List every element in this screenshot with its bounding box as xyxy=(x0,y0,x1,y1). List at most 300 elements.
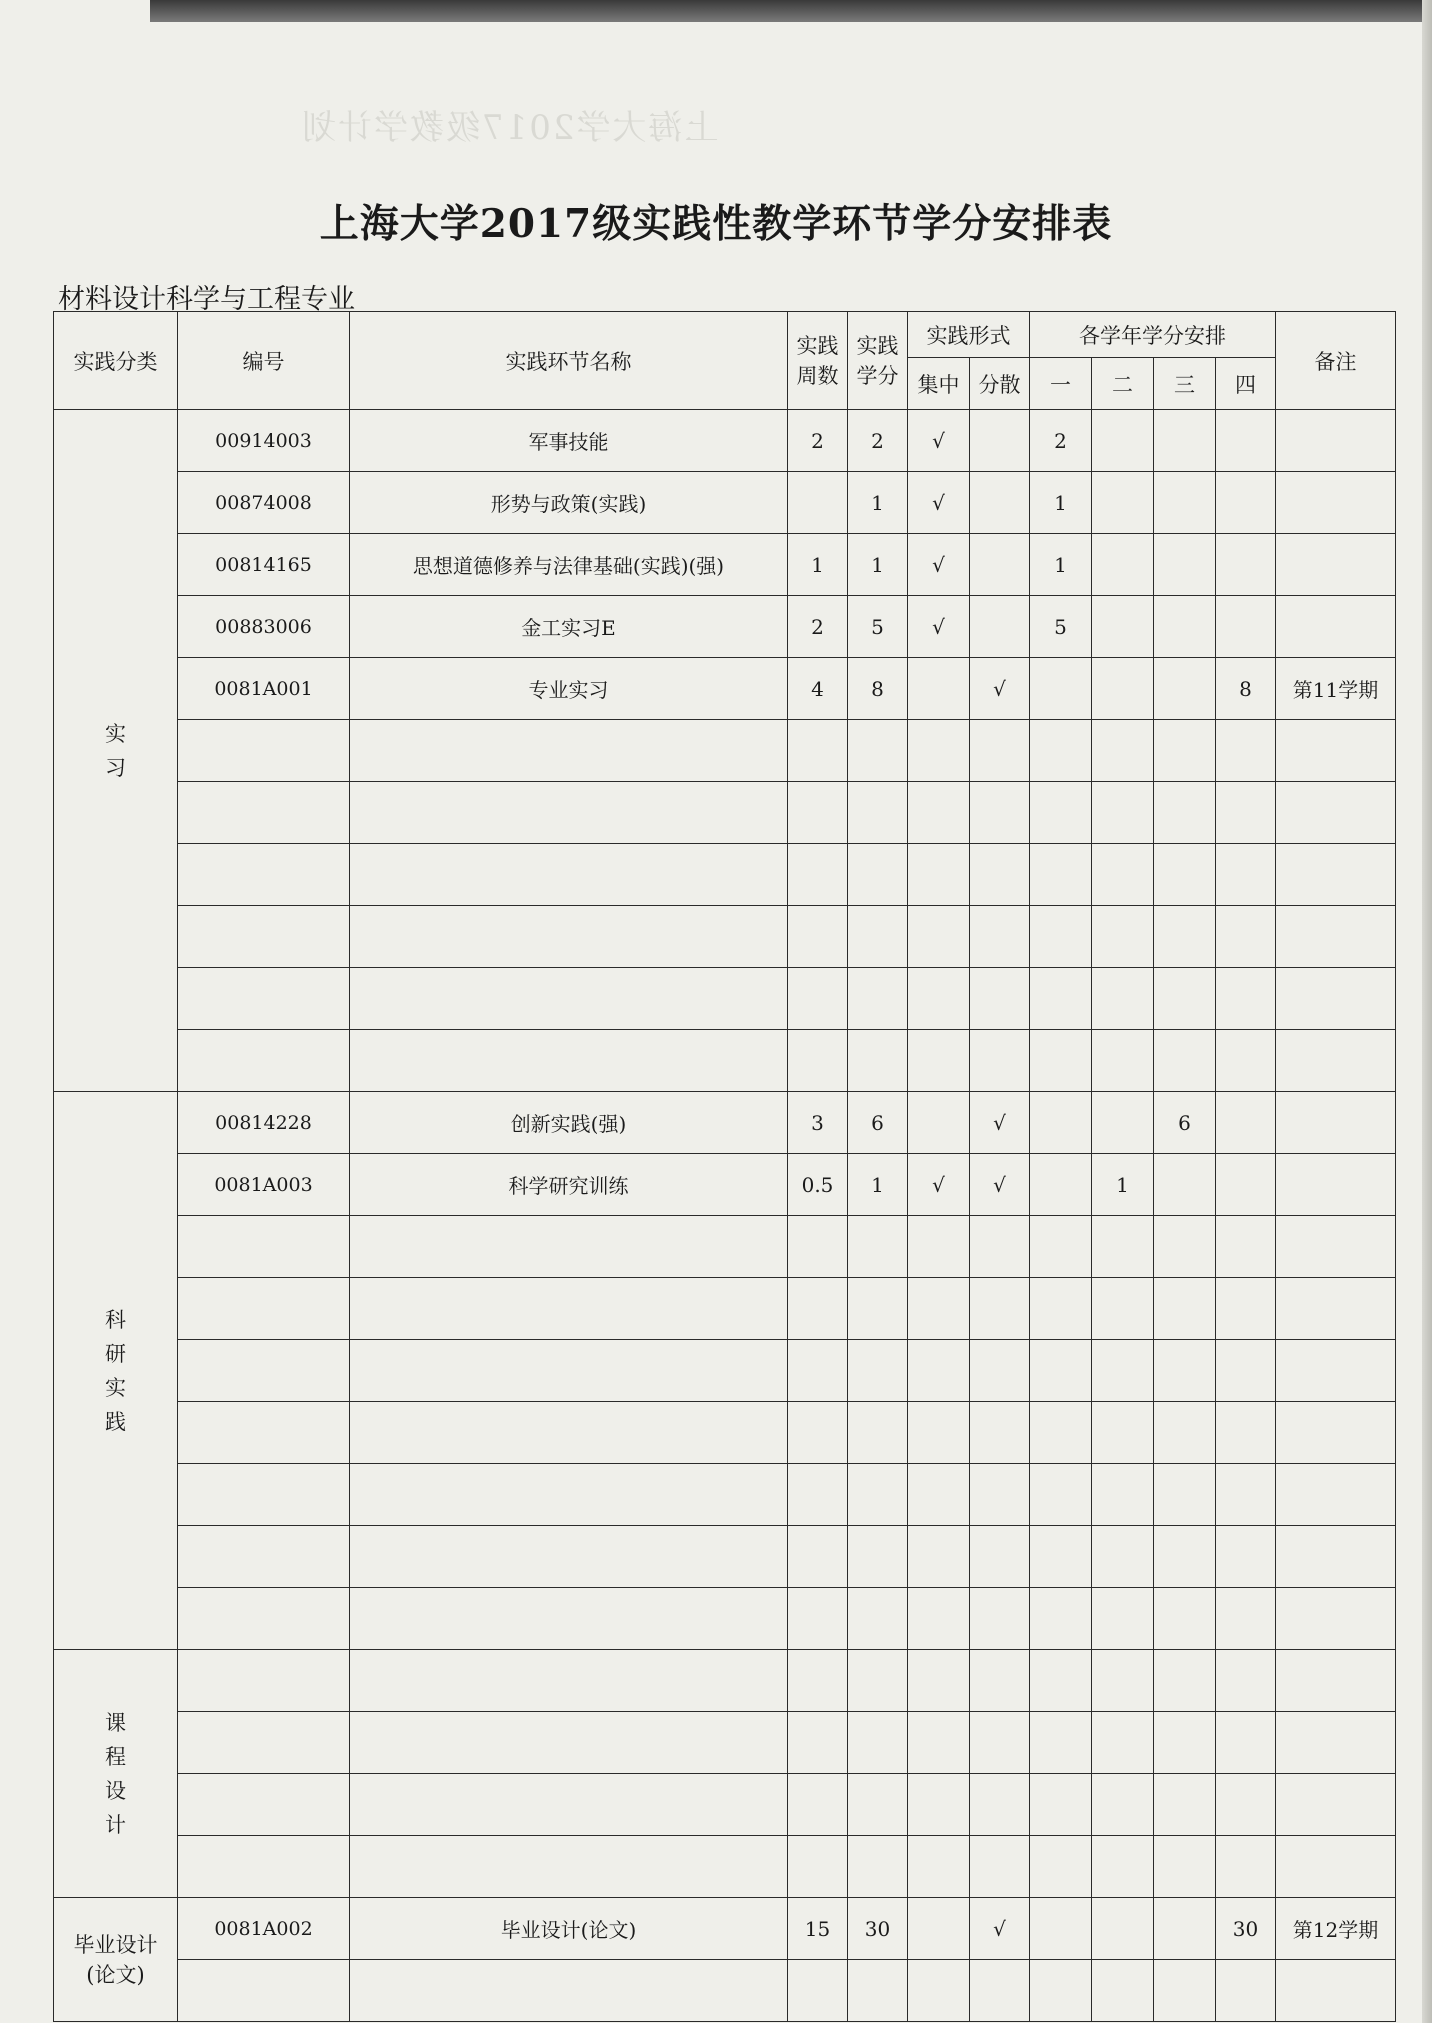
year-2-credits-cell xyxy=(1092,782,1154,844)
header-row-top xyxy=(54,312,1396,358)
code-cell xyxy=(178,1712,350,1774)
year-1-credits-cell xyxy=(1030,1650,1092,1712)
table-row xyxy=(54,410,1396,472)
code-cell xyxy=(178,968,350,1030)
year-2-credits-cell xyxy=(1092,410,1154,472)
remarks-cell xyxy=(1276,1216,1396,1278)
weeks-cell xyxy=(788,1836,848,1898)
credits-cell xyxy=(848,1216,908,1278)
year-3-credits-cell xyxy=(1154,1650,1216,1712)
dispersed-cell xyxy=(970,1216,1030,1278)
name-cell: 金工实习E xyxy=(350,596,788,658)
concentrated-cell xyxy=(908,1340,970,1402)
header-year-2: 二 xyxy=(1092,358,1154,410)
name-cell xyxy=(350,1030,788,1092)
year-1-credits-cell xyxy=(1030,1464,1092,1526)
name-cell xyxy=(350,1216,788,1278)
remarks-cell xyxy=(1276,1278,1396,1340)
table-row xyxy=(54,906,1396,968)
year-4-credits-cell xyxy=(1216,1588,1276,1650)
remarks-cell xyxy=(1276,1402,1396,1464)
name-cell xyxy=(350,1340,788,1402)
header-schedule: 各学年学分安排 xyxy=(1030,312,1276,358)
year-4-credits-cell xyxy=(1216,720,1276,782)
year-3-credits-cell xyxy=(1154,1774,1216,1836)
year-3-credits-cell xyxy=(1154,844,1216,906)
header-category: 实践分类 xyxy=(54,312,178,410)
weeks-cell xyxy=(788,1340,848,1402)
year-3-credits-cell xyxy=(1154,658,1216,720)
dispersed-cell xyxy=(970,1278,1030,1340)
year-4-credits-cell xyxy=(1216,1092,1276,1154)
dispersed-cell: √ xyxy=(970,658,1030,720)
dispersed-cell xyxy=(970,1960,1030,2022)
concentrated-cell xyxy=(908,658,970,720)
year-2-credits-cell xyxy=(1092,906,1154,968)
concentrated-cell xyxy=(908,1898,970,1960)
remarks-cell xyxy=(1276,906,1396,968)
table-row xyxy=(54,1216,1396,1278)
year-3-credits-cell xyxy=(1154,906,1216,968)
credits-cell xyxy=(848,1774,908,1836)
year-2-credits-cell xyxy=(1092,1464,1154,1526)
credits-cell xyxy=(848,1402,908,1464)
year-3-credits-cell xyxy=(1154,1278,1216,1340)
concentrated-cell: √ xyxy=(908,596,970,658)
table-row xyxy=(54,658,1396,720)
credits-cell xyxy=(848,1278,908,1340)
concentrated-cell xyxy=(908,1030,970,1092)
concentrated-cell xyxy=(908,1836,970,1898)
name-cell xyxy=(350,968,788,1030)
year-1-credits-cell xyxy=(1030,1960,1092,2022)
year-4-credits-cell: 8 xyxy=(1216,658,1276,720)
weeks-cell: 3 xyxy=(788,1092,848,1154)
year-2-credits-cell xyxy=(1092,1774,1154,1836)
code-cell xyxy=(178,1402,350,1464)
remarks-cell xyxy=(1276,1650,1396,1712)
remarks-cell xyxy=(1276,1774,1396,1836)
code-cell: 00883006 xyxy=(178,596,350,658)
concentrated-cell: √ xyxy=(908,534,970,596)
year-4-credits-cell xyxy=(1216,782,1276,844)
remarks-cell xyxy=(1276,1588,1396,1650)
year-3-credits-cell xyxy=(1154,1340,1216,1402)
year-1-credits-cell xyxy=(1030,1836,1092,1898)
code-cell: 00874008 xyxy=(178,472,350,534)
table-row xyxy=(54,1588,1396,1650)
year-2-credits-cell xyxy=(1092,720,1154,782)
year-4-credits-cell xyxy=(1216,1650,1276,1712)
category-label: 毕业设计(论文) xyxy=(73,1932,158,1987)
header-form-concentrated: 集中 xyxy=(908,358,970,410)
year-1-credits-cell xyxy=(1030,658,1092,720)
year-2-credits-cell xyxy=(1092,1278,1154,1340)
credits-cell xyxy=(848,1464,908,1526)
code-cell xyxy=(178,1526,350,1588)
year-4-credits-cell xyxy=(1216,472,1276,534)
year-2-credits-cell xyxy=(1092,1526,1154,1588)
year-4-credits-cell xyxy=(1216,1712,1276,1774)
year-2-credits-cell xyxy=(1092,472,1154,534)
year-4-credits-cell xyxy=(1216,906,1276,968)
year-4-credits-cell xyxy=(1216,844,1276,906)
name-cell xyxy=(350,1774,788,1836)
name-cell xyxy=(350,1588,788,1650)
credits-cell: 2 xyxy=(848,410,908,472)
major-subtitle: 材料设计科学与工程专业 xyxy=(58,284,355,315)
dispersed-cell xyxy=(970,1774,1030,1836)
year-1-credits-cell xyxy=(1030,1154,1092,1216)
remarks-cell: 第12学期 xyxy=(1276,1898,1396,1960)
year-4-credits-cell xyxy=(1216,1774,1276,1836)
code-cell: 00814228 xyxy=(178,1092,350,1154)
year-1-credits-cell: 2 xyxy=(1030,410,1092,472)
year-2-credits-cell xyxy=(1092,658,1154,720)
year-2-credits-cell xyxy=(1092,1960,1154,2022)
remarks-cell xyxy=(1276,1526,1396,1588)
year-3-credits-cell xyxy=(1154,1712,1216,1774)
year-4-credits-cell xyxy=(1216,1836,1276,1898)
code-cell xyxy=(178,782,350,844)
year-3-credits-cell xyxy=(1154,1402,1216,1464)
dispersed-cell xyxy=(970,1836,1030,1898)
remarks-cell xyxy=(1276,1340,1396,1402)
code-cell xyxy=(178,1278,350,1340)
credits-cell xyxy=(848,1030,908,1092)
table-body xyxy=(54,410,1396,2022)
category-label: 课程设计 xyxy=(105,1710,126,1837)
concentrated-cell xyxy=(908,720,970,782)
year-4-credits-cell xyxy=(1216,1030,1276,1092)
year-2-credits-cell xyxy=(1092,1712,1154,1774)
remarks-cell xyxy=(1276,844,1396,906)
year-1-credits-cell xyxy=(1030,1712,1092,1774)
year-2-credits-cell xyxy=(1092,596,1154,658)
weeks-cell xyxy=(788,1960,848,2022)
header-weeks: 实践周数 xyxy=(788,312,848,410)
code-cell xyxy=(178,1030,350,1092)
concentrated-cell xyxy=(908,1278,970,1340)
weeks-cell xyxy=(788,906,848,968)
dispersed-cell xyxy=(970,472,1030,534)
table-row xyxy=(54,1092,1396,1154)
year-1-credits-cell xyxy=(1030,968,1092,1030)
dispersed-cell xyxy=(970,844,1030,906)
year-1-credits-cell xyxy=(1030,720,1092,782)
credits-cell: 1 xyxy=(848,534,908,596)
weeks-cell xyxy=(788,1650,848,1712)
name-cell: 科学研究训练 xyxy=(350,1154,788,1216)
credits-cell xyxy=(848,1588,908,1650)
remarks-cell xyxy=(1276,596,1396,658)
code-cell: 0081A003 xyxy=(178,1154,350,1216)
year-3-credits-cell xyxy=(1154,1464,1216,1526)
year-3-credits-cell xyxy=(1154,534,1216,596)
remarks-cell xyxy=(1276,1092,1396,1154)
year-4-credits-cell xyxy=(1216,1278,1276,1340)
year-4-credits-cell xyxy=(1216,596,1276,658)
concentrated-cell xyxy=(908,1464,970,1526)
code-cell xyxy=(178,1216,350,1278)
remarks-cell xyxy=(1276,1712,1396,1774)
code-cell xyxy=(178,1960,350,2022)
year-2-credits-cell xyxy=(1092,844,1154,906)
year-3-credits-cell xyxy=(1154,410,1216,472)
weeks-cell xyxy=(788,1464,848,1526)
code-cell xyxy=(178,1588,350,1650)
year-2-credits-cell xyxy=(1092,1898,1154,1960)
table-row xyxy=(54,534,1396,596)
table-row xyxy=(54,1030,1396,1092)
credits-cell xyxy=(848,1960,908,2022)
dispersed-cell xyxy=(970,1712,1030,1774)
name-cell: 创新实践(强) xyxy=(350,1092,788,1154)
name-cell xyxy=(350,1278,788,1340)
name-cell: 思想道德修养与法律基础(实践)(强) xyxy=(350,534,788,596)
remarks-cell xyxy=(1276,1836,1396,1898)
year-3-credits-cell xyxy=(1154,472,1216,534)
concentrated-cell xyxy=(908,1402,970,1464)
dispersed-cell xyxy=(970,720,1030,782)
year-2-credits-cell: 1 xyxy=(1092,1154,1154,1216)
dispersed-cell xyxy=(970,596,1030,658)
remarks-cell xyxy=(1276,1154,1396,1216)
credits-cell xyxy=(848,1650,908,1712)
weeks-cell xyxy=(788,1774,848,1836)
header-name: 实践环节名称 xyxy=(350,312,788,410)
dispersed-cell xyxy=(970,1650,1030,1712)
code-cell: 00914003 xyxy=(178,410,350,472)
name-cell xyxy=(350,1960,788,2022)
category-internship xyxy=(54,410,178,1092)
table-row xyxy=(54,1464,1396,1526)
year-1-credits-cell xyxy=(1030,906,1092,968)
header-form-dispersed: 分散 xyxy=(970,358,1030,410)
dispersed-cell xyxy=(970,782,1030,844)
year-4-credits-cell xyxy=(1216,534,1276,596)
year-1-credits-cell xyxy=(1030,844,1092,906)
category-label: 实习 xyxy=(105,721,126,780)
concentrated-cell xyxy=(908,1588,970,1650)
name-cell xyxy=(350,1712,788,1774)
code-cell xyxy=(178,1650,350,1712)
code-cell xyxy=(178,1340,350,1402)
year-3-credits-cell xyxy=(1154,1836,1216,1898)
weeks-cell xyxy=(788,472,848,534)
concentrated-cell xyxy=(908,1216,970,1278)
year-3-credits-cell: 6 xyxy=(1154,1092,1216,1154)
year-1-credits-cell: 1 xyxy=(1030,472,1092,534)
year-1-credits-cell xyxy=(1030,1092,1092,1154)
header-credits: 实践学分 xyxy=(848,312,908,410)
code-cell xyxy=(178,720,350,782)
concentrated-cell xyxy=(908,1960,970,2022)
credits-cell xyxy=(848,782,908,844)
year-1-credits-cell xyxy=(1030,1278,1092,1340)
header-year-3: 三 xyxy=(1154,358,1216,410)
weeks-cell xyxy=(788,844,848,906)
credits-cell xyxy=(848,906,908,968)
table-row xyxy=(54,1154,1396,1216)
year-4-credits-cell xyxy=(1216,1526,1276,1588)
concentrated-cell xyxy=(908,844,970,906)
table-row xyxy=(54,1340,1396,1402)
year-2-credits-cell xyxy=(1092,1588,1154,1650)
year-1-credits-cell xyxy=(1030,1340,1092,1402)
concentrated-cell xyxy=(908,968,970,1030)
table-row xyxy=(54,596,1396,658)
year-4-credits-cell xyxy=(1216,1216,1276,1278)
code-cell xyxy=(178,1464,350,1526)
year-4-credits-cell xyxy=(1216,968,1276,1030)
year-3-credits-cell xyxy=(1154,1588,1216,1650)
table-row xyxy=(54,1960,1396,2022)
dispersed-cell xyxy=(970,906,1030,968)
concentrated-cell xyxy=(908,1092,970,1154)
name-cell: 专业实习 xyxy=(350,658,788,720)
remarks-cell xyxy=(1276,1464,1396,1526)
code-cell: 0081A002 xyxy=(178,1898,350,1960)
table-row xyxy=(54,1774,1396,1836)
weeks-cell xyxy=(788,968,848,1030)
table-row xyxy=(54,844,1396,906)
year-3-credits-cell xyxy=(1154,1216,1216,1278)
year-3-credits-cell xyxy=(1154,1960,1216,2022)
year-4-credits-cell xyxy=(1216,1340,1276,1402)
concentrated-cell xyxy=(908,1712,970,1774)
dispersed-cell xyxy=(970,1464,1030,1526)
dispersed-cell: √ xyxy=(970,1154,1030,1216)
scan-right-edge xyxy=(1422,0,1432,2023)
concentrated-cell: √ xyxy=(908,472,970,534)
year-3-credits-cell xyxy=(1154,968,1216,1030)
remarks-cell xyxy=(1276,782,1396,844)
header-year-4: 四 xyxy=(1216,358,1276,410)
year-3-credits-cell xyxy=(1154,596,1216,658)
practice-credit-table xyxy=(53,311,1396,2022)
credits-cell xyxy=(848,968,908,1030)
year-3-credits-cell xyxy=(1154,1898,1216,1960)
weeks-cell: 1 xyxy=(788,534,848,596)
year-1-credits-cell: 1 xyxy=(1030,534,1092,596)
year-2-credits-cell xyxy=(1092,1216,1154,1278)
weeks-cell: 4 xyxy=(788,658,848,720)
year-2-credits-cell xyxy=(1092,1030,1154,1092)
remarks-cell xyxy=(1276,472,1396,534)
year-2-credits-cell xyxy=(1092,534,1154,596)
remarks-cell xyxy=(1276,410,1396,472)
year-4-credits-cell: 30 xyxy=(1216,1898,1276,1960)
name-cell: 毕业设计(论文) xyxy=(350,1898,788,1960)
year-3-credits-cell xyxy=(1154,782,1216,844)
name-cell xyxy=(350,1836,788,1898)
concentrated-cell xyxy=(908,906,970,968)
category-research-practice xyxy=(54,1092,178,1650)
concentrated-cell xyxy=(908,1650,970,1712)
year-2-credits-cell xyxy=(1092,1402,1154,1464)
year-4-credits-cell xyxy=(1216,1154,1276,1216)
table-row xyxy=(54,1836,1396,1898)
dispersed-cell: √ xyxy=(970,1092,1030,1154)
scan-top-edge xyxy=(150,0,1432,22)
year-1-credits-cell xyxy=(1030,1588,1092,1650)
credits-cell xyxy=(848,720,908,782)
credits-cell xyxy=(848,844,908,906)
table-row xyxy=(54,1402,1396,1464)
credits-cell: 6 xyxy=(848,1092,908,1154)
year-3-credits-cell xyxy=(1154,1526,1216,1588)
bleed-through-heading: 上海大学2017级教学计划 xyxy=(300,108,719,148)
dispersed-cell xyxy=(970,968,1030,1030)
year-3-credits-cell xyxy=(1154,1154,1216,1216)
credits-cell: 1 xyxy=(848,1154,908,1216)
table-row xyxy=(54,1278,1396,1340)
dispersed-cell: √ xyxy=(970,1898,1030,1960)
name-cell xyxy=(350,1526,788,1588)
year-3-credits-cell xyxy=(1154,1030,1216,1092)
header-year-1: 一 xyxy=(1030,358,1092,410)
year-2-credits-cell xyxy=(1092,968,1154,1030)
name-cell: 形势与政策(实践) xyxy=(350,472,788,534)
year-1-credits-cell xyxy=(1030,1898,1092,1960)
header-form: 实践形式 xyxy=(908,312,1030,358)
credits-cell: 8 xyxy=(848,658,908,720)
weeks-cell xyxy=(788,1402,848,1464)
concentrated-cell: √ xyxy=(908,410,970,472)
code-cell xyxy=(178,1836,350,1898)
credits-cell xyxy=(848,1712,908,1774)
remarks-cell: 第11学期 xyxy=(1276,658,1396,720)
year-1-credits-cell xyxy=(1030,782,1092,844)
year-2-credits-cell xyxy=(1092,1092,1154,1154)
table-row xyxy=(54,1712,1396,1774)
concentrated-cell xyxy=(908,1526,970,1588)
name-cell xyxy=(350,782,788,844)
credits-cell: 1 xyxy=(848,472,908,534)
weeks-cell xyxy=(788,720,848,782)
table-row xyxy=(54,1898,1396,1960)
code-cell xyxy=(178,844,350,906)
concentrated-cell xyxy=(908,782,970,844)
code-cell xyxy=(178,1774,350,1836)
remarks-cell xyxy=(1276,534,1396,596)
dispersed-cell xyxy=(970,1588,1030,1650)
year-2-credits-cell xyxy=(1092,1650,1154,1712)
name-cell xyxy=(350,906,788,968)
remarks-cell xyxy=(1276,1960,1396,2022)
weeks-cell xyxy=(788,782,848,844)
year-2-credits-cell xyxy=(1092,1836,1154,1898)
table-row xyxy=(54,1526,1396,1588)
year-4-credits-cell xyxy=(1216,410,1276,472)
year-4-credits-cell xyxy=(1216,1960,1276,2022)
weeks-cell xyxy=(788,1216,848,1278)
year-1-credits-cell xyxy=(1030,1402,1092,1464)
year-1-credits-cell xyxy=(1030,1526,1092,1588)
table-row xyxy=(54,1650,1396,1712)
concentrated-cell: √ xyxy=(908,1154,970,1216)
credits-cell xyxy=(848,1836,908,1898)
header-code: 编号 xyxy=(178,312,350,410)
year-1-credits-cell xyxy=(1030,1216,1092,1278)
dispersed-cell xyxy=(970,1340,1030,1402)
table-row xyxy=(54,472,1396,534)
weeks-cell: 2 xyxy=(788,596,848,658)
weeks-cell: 15 xyxy=(788,1898,848,1960)
category-course-design xyxy=(54,1650,178,1898)
dispersed-cell xyxy=(970,534,1030,596)
